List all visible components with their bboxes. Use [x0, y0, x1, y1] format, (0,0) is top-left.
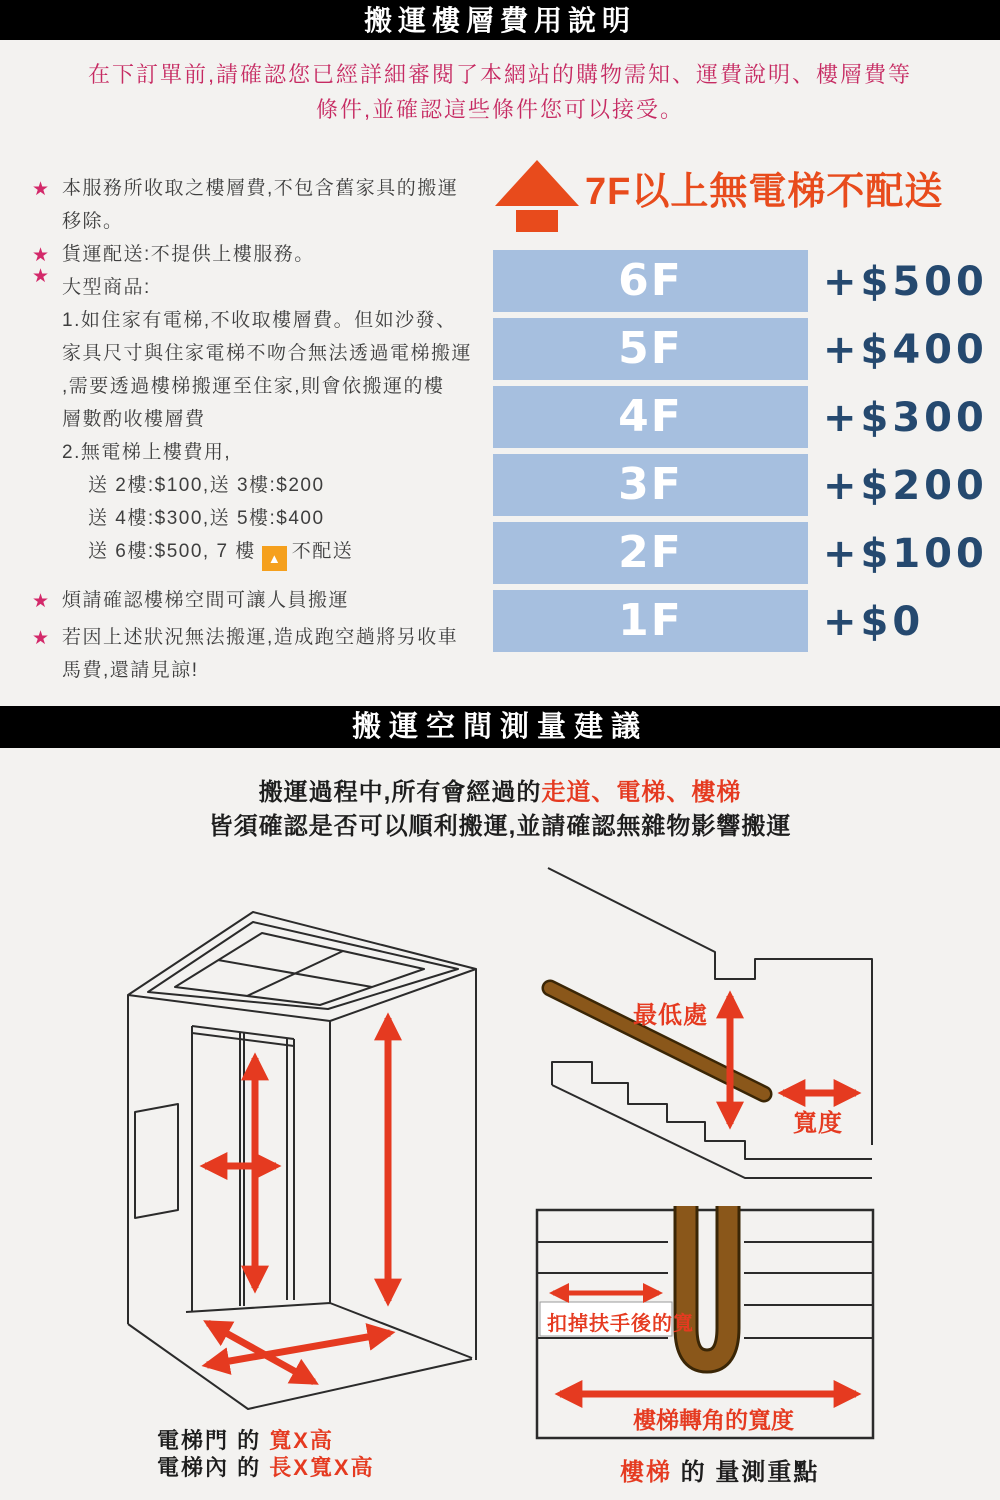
fee-note-text: 送 6樓:$500, 7 樓: [88, 541, 256, 562]
caption-black-text: 電梯門 的: [157, 1428, 270, 1453]
star-icon: ★: [32, 266, 50, 287]
floor-cell: 3F: [493, 454, 808, 516]
note-line: 貨運配送:不提供上樓服務。: [62, 244, 315, 265]
caption-red-text: 寬X高: [269, 1428, 334, 1453]
floor-row: [493, 590, 983, 652]
floor-row: [493, 250, 988, 312]
caption-black-text: 的 量測重點: [672, 1459, 820, 1486]
note-line: 層數酌收樓層費: [62, 409, 206, 430]
caption-black-text: 電梯內 的: [157, 1455, 270, 1480]
section2-banner-title: 搬運空間測量建議: [0, 706, 1000, 748]
fee-label: +$400: [823, 327, 988, 373]
lowest-point-label: 最低處: [633, 1002, 708, 1029]
fee-note-line: [62, 535, 500, 571]
fee-note-text: 不配送: [291, 541, 354, 562]
star-icon: ★: [32, 591, 50, 612]
floor-row: [493, 386, 988, 448]
floor-cell: 6F: [493, 250, 808, 312]
subtitle-red-text: 走道、電梯、樓梯: [541, 779, 742, 806]
subtitle-black-text: 搬運過程中,所有會經過的: [258, 779, 542, 806]
note-line: 若因上述狀況無法搬運,造成跑空趟將另收車: [62, 627, 459, 648]
list-item-freight: [30, 238, 500, 271]
fee-label: +$100: [823, 531, 988, 577]
note-line: 煩請確認樓梯空間可讓人員搬運: [62, 590, 350, 611]
star-icon: ★: [32, 628, 50, 649]
floor-cell: 4F: [493, 386, 808, 448]
elevator-diagram: [80, 880, 500, 1425]
width-label: 寬度: [793, 1110, 843, 1137]
note-line: 移除。: [62, 211, 124, 232]
fee-note-line: 送 4樓:$300,送 5樓:$400: [88, 508, 325, 529]
note-line: ,需要透過樓梯搬運至住家,則會依搬運的樓: [62, 376, 445, 397]
floor-row: [493, 318, 988, 380]
floor-row: [493, 522, 988, 584]
fee-label: +$500: [823, 259, 988, 305]
note-line: 本服務所收取之樓層費,不包含舊家具的搬運: [62, 178, 459, 199]
intro-line1: 在下訂單前,請確認您已經詳細審閱了本網站的購物需知、運費說明、樓層費等: [87, 62, 913, 87]
fee-label: +$300: [823, 395, 988, 441]
note-line: 家具尺寸與住家電梯不吻合無法透過電梯搬運: [62, 343, 473, 364]
caption-red-text: 長X寬X高: [269, 1455, 375, 1480]
note-line: 1.如住家有電梯,不收取樓層費。但如沙發、: [62, 310, 457, 331]
floor-row: [493, 454, 988, 516]
measure-subtitle-line1: [0, 772, 1000, 807]
list-item-stair-space: [30, 584, 500, 617]
note-line: 2.無電梯上樓費用,: [62, 442, 232, 463]
list-item-failed-delivery: [30, 621, 500, 687]
elevator-caption-line1: [157, 1427, 334, 1454]
no-delivery-up-icon: ▲: [262, 546, 287, 571]
measure-subtitle-line2: 皆須確認是否可以順利搬運,並請確認無雜物影響搬運: [208, 813, 792, 840]
intro-text: [0, 57, 1000, 127]
list-item-fee-scope: [30, 172, 500, 238]
fee-note-line: 送 2樓:$100,送 3樓:$200: [88, 475, 325, 496]
star-icon: ★: [32, 245, 50, 266]
intro-line2: 條件,並確認這些條件您可以接受。: [315, 97, 685, 122]
elevator-caption-line2: [157, 1454, 375, 1481]
fee-label: +$200: [823, 463, 988, 509]
width-after-handrail-label: 扣掉扶手後的寬: [547, 1313, 694, 1335]
note-line: 大型商品:: [62, 277, 151, 298]
notes-list: [30, 172, 500, 687]
floor-cell: 1F: [493, 590, 808, 652]
floor-cell: 5F: [493, 318, 808, 380]
note-line: 馬費,還請見諒!: [62, 660, 199, 681]
no-elevator-headline: 7F以上無電梯不配送: [585, 171, 944, 213]
stair-corner-width-label: 樓梯轉角的寬度: [633, 1407, 794, 1433]
star-icon: ★: [32, 179, 50, 200]
fee-label: +$0: [823, 599, 925, 645]
list-item-large-goods: [30, 266, 500, 571]
caption-red-text: 樓梯: [620, 1459, 672, 1486]
section1-banner-title: 搬運樓層費用說明: [0, 0, 1000, 40]
up-arrow-icon: [495, 158, 581, 232]
stairs-caption: [620, 1452, 819, 1487]
floor-cell: 2F: [493, 522, 808, 584]
